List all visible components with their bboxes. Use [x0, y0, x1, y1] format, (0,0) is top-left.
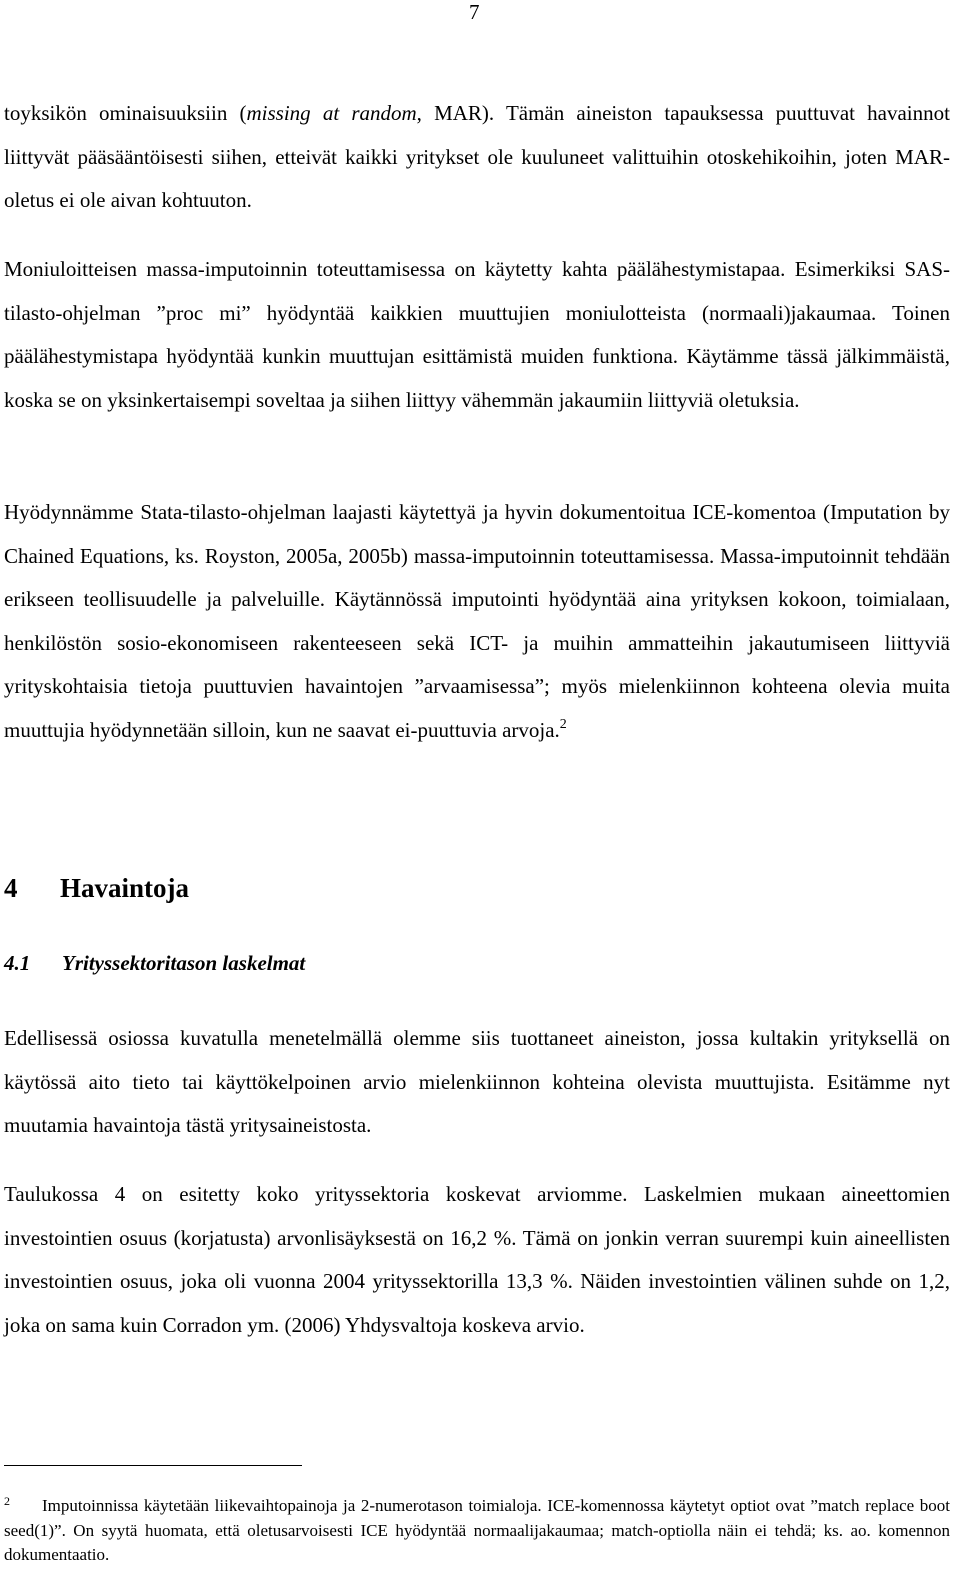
p1-text-end: , MAR). Tämän aineiston tapauksessa puuttuvat havainnot liittyvät pääsääntöisesti siihen, etteivät kaikki yritykset ole kuuluneet valittuihin otoskehikoihin, joten MAR-oletus ei ole aivan kohtuuton.	[4, 101, 950, 212]
footnote-text: Imputoinnissa käytetään liikevaihtopainoja ja 2-numerotason toimialoja. ICE-komennossa käytetyt optiot ovat ”match replace boot seed(1)”. On syytä huomata, että oletusarvoisesti ICE hyödyntää normaalijakaumaa; match-optiolla näin ei tehdä; ks. ao. komennon dokumentaatio.	[4, 1496, 950, 1564]
p1-italic-term: missing at random	[246, 101, 417, 125]
footnote-divider	[4, 1465, 302, 1466]
section-heading	[4, 951, 305, 976]
paragraph-stata-ice	[4, 491, 950, 752]
chapter-title: Havaintoja	[60, 873, 190, 903]
footnote-reference[interactable]: 2	[559, 716, 567, 732]
paragraph-mar-assumption	[4, 92, 950, 223]
chapter-number: 4	[4, 873, 18, 903]
chapter-heading	[4, 873, 189, 904]
paragraph-method-summary: Edellisessä osiossa kuvatulla menetelmällä olemme siis tuottaneet aineiston, jossa kultakin yrityksellä on käytössä aito tieto tai käyttökelpoinen arvio mielenkiinnon kohteina olevista muuttujista. Esitämme nyt muutamia havaintoja tästä yritysaineistosta.	[4, 1026, 950, 1137]
page-number: 7	[469, 0, 480, 24]
paragraph-imputation-approaches: Moniuloitteisen massa-imputoinnin toteuttamisessa on käytetty kahta päälähestymistapaa. Esimerkiksi SAS-tilasto-ohjelman ”proc mi” hyödyntää kaikkien muuttujien moniulotteista (normaali)jakaumaa. Toinen päälähestymistapa hyödyntää kunkin muuttujan esittämistä muiden funktiona. Käytämme tässä jälkimmäistä, koska se on yksinkertaisempi soveltaa ja siihen liittyy vähemmän jakaumiin liittyviä oletuksia.	[4, 257, 950, 412]
section-title: Yrityssektoritason laskelmat	[62, 951, 306, 975]
p3-text: Hyödynnämme Stata-tilasto-ohjelman laajasti käytettyä ja hyvin dokumentoitua ICE-komentoa (Imputation by Chained Equations, ks. Royston, 2005a, 2005b) massa-imputoinnin toteuttamisessa. Massa-imputoinnit tehdään erikseen teollisuudelle ja palveluille. Käytännössä imputointi hyödyntää aina yrityksen kokoon, toimialaan, henkilöstön sosio-ekonomiseen rakenteeseen sekä ICT- ja muihin ammatteihin jakautumiseen liittyviä yrityskohtaisia tietoja puuttuvien havaintojen ”arvaamisessa”; myös mielenkiinnon kohteena olevia muita muuttujia hyödynnetään silloin, kun ne saavat ei-puuttuvia arvoja.	[4, 500, 950, 742]
section-number: 4.1	[4, 951, 31, 975]
paragraph-table4-results: Taulukossa 4 on esitetty koko yrityssektoria koskevat arviomme. Laskelmien mukaan aineettomien investointien osuus (korjatusta) arvonlisäyksestä on 16,2 %. Tämä on jonkin verran suurempi kuin aineellisten investointien osuus, joka oli vuonna 2004 yrityssektorilla 13,3 %. Näiden investointien välinen suhde on 1,2, joka on sama kuin Corradon ym. (2006) Yhdysvaltoja koskeva arvio.	[4, 1182, 950, 1337]
footnote: 2 Imputoinnissa käytetään liikevaihtopainoja ja 2-numerotason toimialoja. ICE-komennossa käytetyt optiot ovat ”match replace boot seed(1)”. On syytä huomata, että oletusarvoisesti ICE hyödyntää normaalijakaumaa; match-optiolla näin ei tehdä; ks. ao. komennon dokumentaatio.	[4, 1494, 950, 1564]
p1-text-start: toyksikön ominaisuuksiin (	[4, 101, 247, 125]
